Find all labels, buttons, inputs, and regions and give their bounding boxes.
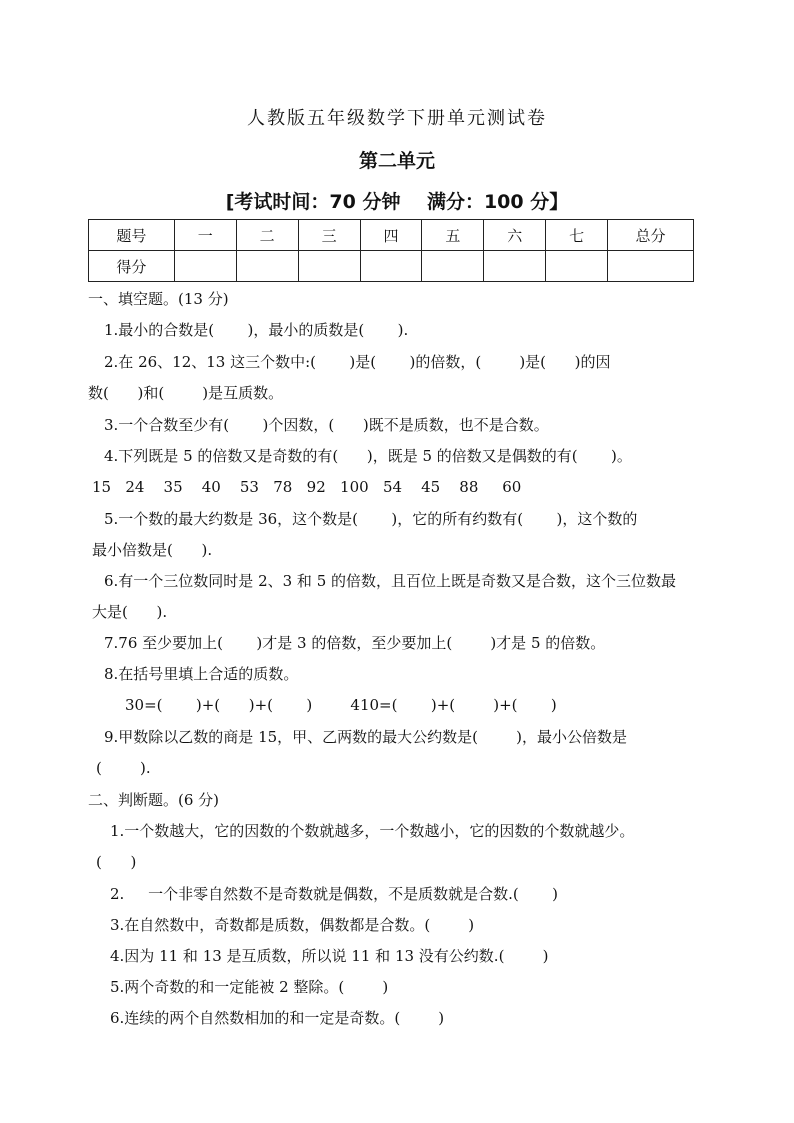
- question-line: 6.有一个三位数同时是 2、3 和 5 的倍数，且百位上既是奇数又是合数，这个三位数最: [104, 572, 677, 590]
- question-line: 4.下列既是 5 的倍数又是奇数的有( )，既是 5 的倍数又是偶数的有( )。: [104, 447, 632, 465]
- unit-title: 第二单元: [358, 150, 435, 172]
- score-cell[interactable]: [608, 251, 694, 282]
- question-line: 7.76 至少要加上( )才是 3 的倍数，至少要加上( )才是 5 的倍数。: [104, 634, 606, 652]
- score-cell[interactable]: [236, 251, 298, 282]
- score-row-label: 得分: [89, 251, 175, 282]
- score-cell[interactable]: [298, 251, 360, 282]
- question-line: 5.一个数的最大约数是 36，这个数是( )，它的所有约数有( )，这个数的: [104, 510, 638, 528]
- question-line: 1.一个数越大，它的因数的个数就越多，一个数越小，它的因数的个数就越少。: [110, 822, 635, 840]
- score-cell[interactable]: [360, 251, 422, 282]
- score-header-cell: 二: [236, 220, 298, 251]
- question-line: 最小倍数是( ).: [92, 541, 213, 559]
- question-line: 9.甲数除以乙数的商是 15，甲、乙两数的最大公约数是( )，最小公倍数是: [104, 728, 628, 746]
- question-line: 3.在自然数中，奇数都是质数，偶数都是合数。( ): [110, 916, 475, 934]
- question-line: ( ): [96, 853, 137, 871]
- question-line: 2.在 26、12、13 这三个数中:( )是( )的倍数，( )是( )的因: [104, 353, 611, 371]
- question-line: 8.在括号里填上合适的质数。: [104, 665, 299, 683]
- score-table: [88, 219, 694, 282]
- number-list: 15 24 35 40 53 78 92 100 54 45 88 60: [92, 478, 522, 496]
- score-header-cell: 七: [546, 220, 608, 251]
- question-line: 数( )和( )是互质数。: [88, 384, 284, 402]
- score-table-header-row: [89, 220, 694, 251]
- question-line: ( ).: [96, 759, 151, 777]
- score-header-cell: 四: [360, 220, 422, 251]
- score-header-cell: 总分: [608, 220, 694, 251]
- score-header-cell: 三: [298, 220, 360, 251]
- score-cell[interactable]: [422, 251, 484, 282]
- question-line: 4.因为 11 和 13 是互质数，所以说 11 和 13 没有公约数.( ): [110, 947, 549, 965]
- score-header-cell: 六: [484, 220, 546, 251]
- score-header-cell: 五: [422, 220, 484, 251]
- score-cell[interactable]: [484, 251, 546, 282]
- question-line: 3.一个合数至少有( )个因数，( )既不是质数，也不是合数。: [104, 416, 549, 434]
- question-line: 6.连续的两个自然数相加的和一定是奇数。( ): [110, 1009, 445, 1027]
- question-line: 2. 一个非零自然数不是奇数就是偶数，不是质数就是合数.( ): [110, 885, 559, 903]
- section-1-heading: 一、填空题。(13 分): [88, 290, 229, 308]
- exam-info: [考试时间：70 分钟 满分：100 分】: [225, 191, 569, 213]
- section-2-heading: 二、判断题。(6 分): [88, 791, 220, 809]
- question-line: 1.最小的合数是( )，最小的质数是( ).: [104, 321, 409, 339]
- question-line: 大是( ).: [92, 603, 168, 621]
- score-cell[interactable]: [174, 251, 236, 282]
- score-cell[interactable]: [546, 251, 608, 282]
- question-line: 30=( )+( )+( ) 410=( )+( )+( ): [125, 696, 557, 714]
- question-line: 5.两个奇数的和一定能被 2 整除。( ): [110, 978, 389, 996]
- score-header-cell: 一: [174, 220, 236, 251]
- paper-title: 人教版五年级数学下册单元测试卷: [247, 108, 547, 129]
- score-header-cell: 题号: [89, 220, 175, 251]
- score-table-score-row: [89, 251, 694, 282]
